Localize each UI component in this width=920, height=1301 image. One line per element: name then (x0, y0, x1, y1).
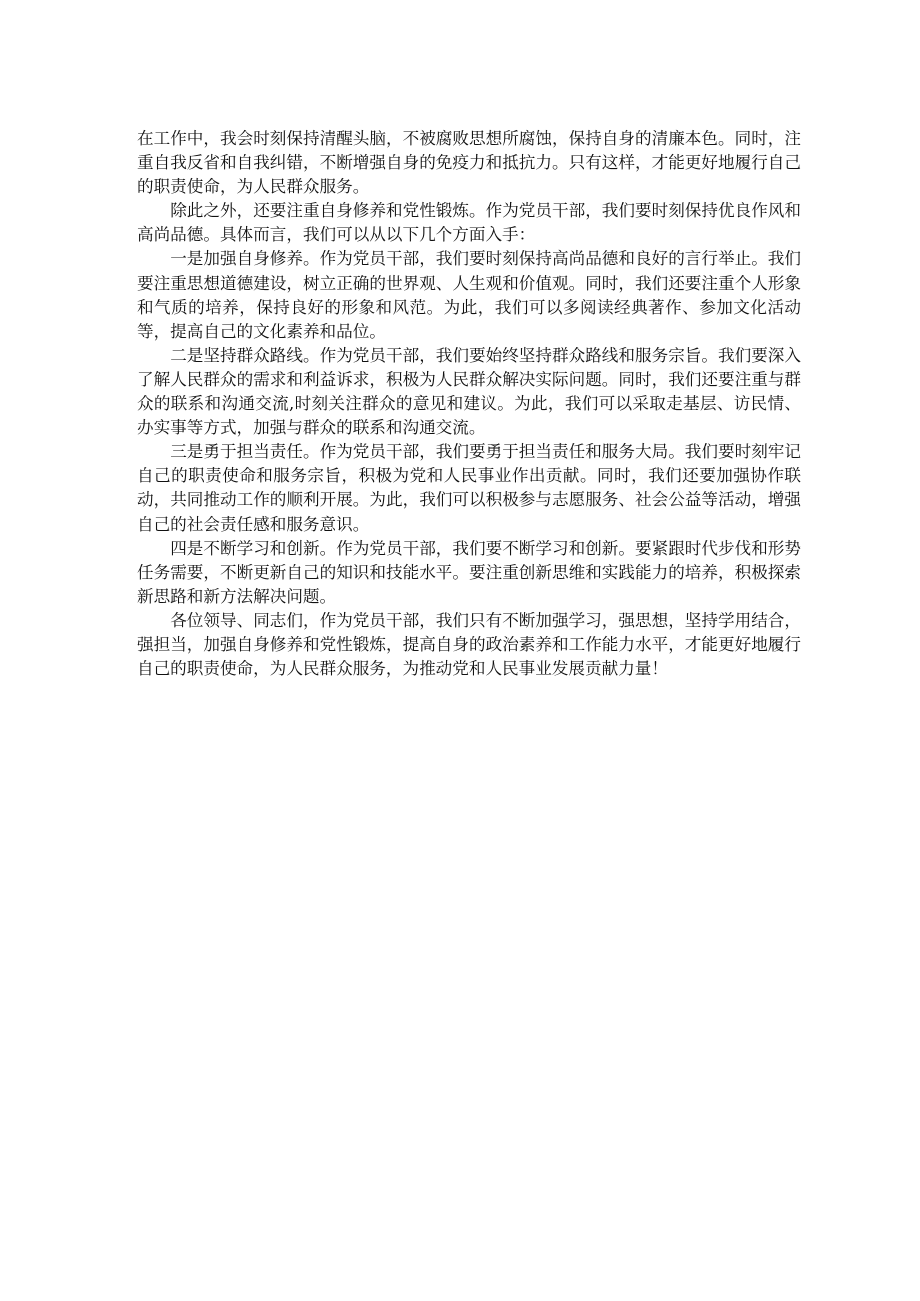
paragraph-point-three: 三是勇于担当责任。作为党员干部，我们要勇于担当责任和服务大局。我们要时刻牢记自己的职责使命和服务宗旨，积极为党和人民事业作出贡献。同时，我们还要加强协作联动，共同推动工作的顺利开展。为此，我们可以积极参与志愿服务、社会公益等活动，增强自己的社会责任感和服务意识。 (137, 442, 801, 534)
paragraph-continuation: 在工作中，我会时刻保持清醒头脑，不被腐败思想所腐蚀，保持自身的清廉本色。同时，注重自我反省和自我纠错，不断增强自身的免疫力和抵抗力。只有这样，才能更好地履行自己的职责使命，为人民群众服务。 (137, 129, 801, 197)
document-body (137, 127, 801, 681)
paragraph-point-two: 二是坚持群众路线。作为党员干部，我们要始终坚持群众路线和服务宗旨。我们要深入了解人民群众的需求和利益诉求，积极为人民群众解决实际问题。同时，我们还要注重与群众的联系和沟通交流,时刻关注群众的意见和建议。为此，我们可以采取走基层、访民情、办实事等方式，加强与群众的联系和沟通交流。 (137, 345, 801, 438)
paragraph-point-one: 一是加强自身修养。作为党员干部，我们要时刻保持高尚品德和良好的言行举止。我们要注重思想道德建设，树立正确的世界观、人生观和价值观。同时，我们还要注重个人形象和气质的培养，保持良好的形象和风范。为此，我们可以多阅读经典著作、参加文化活动等，提高自己的文化素养和品位。 (137, 249, 801, 341)
paragraph-conclusion: 各位领导、同志们，作为党员干部，我们只有不断加强学习，强思想，坚持学用结合，强担当，加强自身修养和党性锻炼，提高自身的政治素养和工作能力水平，才能更好地履行自己的职责使命，为人民群众服务，为推动党和人民事业发展贡献力量！ (137, 610, 801, 679)
paragraph-self-cultivation-intro: 除此之外，还要注重自身修养和党性锻炼。作为党员干部，我们要时刻保持优良作风和高尚品德。具体而言，我们可以从以下几个方面入手： (137, 201, 801, 245)
paragraph-point-four: 四是不断学习和创新。作为党员干部，我们要不断学习和创新。要紧跟时代步伐和形势任务需要，不断更新自己的知识和技能水平。要注重创新思维和实践能力的培养，积极探索新思路和新方法解决问题。 (137, 538, 801, 606)
